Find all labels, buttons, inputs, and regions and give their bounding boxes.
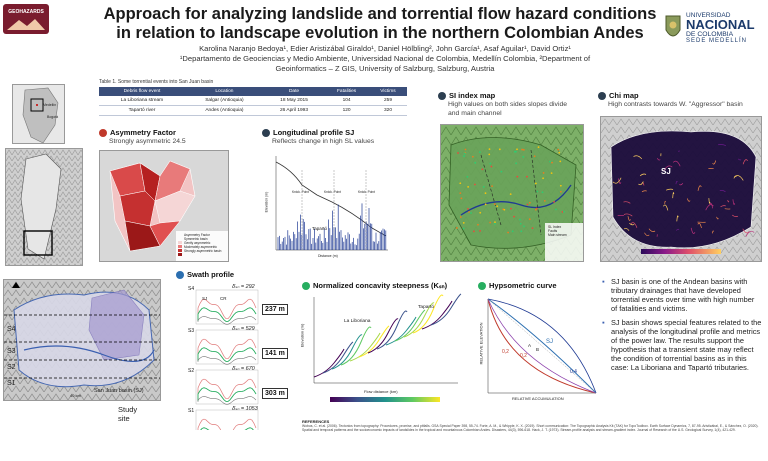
title-line-1: Approach for analyzing landslide and torrential flow hazard conditions (103, 5, 657, 23)
section-s1: S1 (7, 380, 16, 387)
col-date: Date (264, 87, 324, 96)
asymmetry-map (99, 150, 229, 262)
events-table-caption: Table 1. Some torrential events into San Juan basin (99, 79, 214, 85)
sl-point (544, 200, 546, 202)
sl-point (488, 153, 490, 155)
sl-point (456, 227, 458, 229)
col-fatalities: Fatalities (324, 87, 369, 96)
knick-point-3: Knick. Point (358, 190, 375, 194)
sl-point (515, 162, 517, 164)
concavity-chart (300, 293, 462, 415)
sl-map-graphic (441, 125, 584, 262)
table-cell: Andes (Antioquia) (185, 106, 264, 116)
swath-delta-2: δ̄ₛₙ = 529 (232, 326, 255, 332)
shield-icon (664, 14, 682, 44)
concavity-curve (350, 333, 380, 361)
sl-point (463, 222, 465, 224)
hyps-ylabel: RELATIVE ELEVATION (478, 322, 484, 365)
table-cell: 259 (369, 96, 407, 106)
sl-point (523, 226, 525, 228)
sl-point (491, 185, 493, 187)
unal-logo (664, 10, 764, 54)
sl-point (473, 230, 475, 232)
sl-point (535, 209, 537, 211)
section-s3: S3 (7, 348, 16, 355)
hyps-label-b: B (536, 347, 540, 352)
sl-point (516, 176, 518, 178)
asymmetry-header (99, 128, 176, 137)
legend-title: SL Index (548, 225, 562, 229)
table-cell: La Liboriana stream (99, 96, 185, 106)
sl-point (563, 211, 565, 213)
swath-s1: S1 (188, 408, 195, 414)
sl-point (510, 208, 512, 210)
unal-line-4: SEDE MEDELLÍN (686, 38, 748, 44)
hyps-chart (476, 293, 600, 405)
legend-item: Faults (548, 229, 558, 234)
sl-point (482, 168, 484, 170)
sl-point (549, 161, 551, 163)
sl-point (496, 205, 498, 207)
concavity-title: Normalized concavity steepness (Kₛₙ) (313, 281, 448, 290)
bullet-icon (262, 129, 270, 137)
regional-relief (6, 149, 83, 266)
sl-point (489, 222, 491, 224)
profile-chart-graphic (262, 150, 392, 262)
chi-title: Chi map (609, 91, 639, 100)
sl-point (535, 183, 537, 185)
chi-subtitle: High contrasts towards W. "Aggressor" basin (608, 101, 743, 108)
unal-line-1: UNIVERSIDAD (686, 12, 731, 19)
sl-point (503, 209, 505, 211)
sl-point (485, 203, 487, 205)
table-cell: 320 (369, 106, 407, 116)
swath-s2: S2 (188, 368, 195, 374)
legend-title: Asymmetry Factor (184, 233, 210, 237)
section-s2: S2 (7, 364, 16, 371)
concavity-curve (314, 349, 344, 377)
sl-point (555, 209, 557, 211)
unal-line-2: NACIONAL (686, 17, 755, 32)
sl-point (491, 166, 493, 168)
sl-point (519, 219, 521, 221)
table-row (99, 106, 407, 116)
mountain-icon (3, 17, 49, 31)
sl-index-map (440, 124, 584, 262)
sl-point (460, 216, 462, 218)
hyps-title: Hypsometric curve (489, 281, 557, 290)
sl-point (494, 223, 496, 225)
sl-point (542, 177, 544, 179)
profile-title: Longitudinal profile SJ (273, 128, 355, 137)
unal-line-3: DE COLOMBIA (686, 31, 734, 38)
sl-point (467, 186, 469, 188)
swath-delta-4: δ̄ₛₙ = 1053 (232, 406, 258, 412)
sl-point (510, 193, 512, 195)
sl-point (529, 218, 531, 220)
bullet-icon (438, 92, 446, 100)
sl-point (507, 232, 509, 234)
profile-chart (262, 150, 392, 262)
sl-point (465, 149, 467, 151)
legend-item: Strongly asymmetric basin (184, 249, 222, 253)
sl-point (512, 230, 514, 232)
concavity-graphic (300, 293, 462, 415)
geohazards-logo-text: GEOHAZARDS (8, 9, 44, 15)
swath-badge-3: 303 m (262, 388, 288, 399)
bullet-icon (478, 282, 486, 290)
sl-point (467, 208, 469, 210)
knick-point-1: Knick. Point (292, 190, 309, 194)
regional-map (5, 148, 83, 266)
sl-subtitle-1: High values on both sides slopes divide (448, 101, 568, 108)
conclusion-item: ▪ SJ basin shows special features related to the analysis of the longitudinal profile and metrics of the power law. The results support the hypothesis that a transient state may reflect the condition of torrential basins as in this case: La Liboriana and Tapartó tributaries. (602, 318, 762, 372)
authors: Karolina Naranjo Bedoya¹, Edier Aristizábal Giraldo¹, Daniel Hölbling², John García¹, Asaf Aguilar¹, David Ortiz¹ (199, 44, 571, 53)
san-juan-basin-map (3, 279, 161, 401)
sl-point (513, 216, 515, 218)
sl-point (479, 230, 481, 232)
medellin-label: Medellín (43, 103, 57, 107)
asymmetry-title: Asymmetry Factor (110, 128, 176, 137)
sl-point (542, 191, 544, 193)
sl-point (526, 176, 528, 178)
sl-point (472, 156, 474, 158)
sl-point (553, 201, 555, 203)
sl-point (494, 221, 496, 223)
sl-point (463, 228, 465, 230)
sl-point (515, 151, 517, 153)
table-cell: 104 (324, 96, 369, 106)
swath-sj: SJ (202, 296, 208, 301)
bullet-icon (598, 92, 606, 100)
sl-point (461, 197, 463, 199)
table-cell: Tapartó river (99, 106, 185, 116)
sl-point (499, 148, 501, 150)
swath-header (176, 270, 234, 279)
sl-point (562, 211, 564, 213)
sl-point (479, 212, 481, 214)
poster-title (95, 5, 665, 43)
swath-s3: S3 (188, 328, 195, 334)
table-row (99, 96, 407, 106)
sl-point (468, 211, 470, 213)
sl-point (489, 163, 491, 165)
sl-point (522, 156, 524, 158)
sl-point (523, 149, 525, 151)
table-cell: 26 April 1993 (264, 106, 324, 116)
sl-point (536, 191, 538, 193)
table-cell: 120 (324, 106, 369, 116)
sl-point (463, 155, 465, 157)
knick-point-2: Knick. Point (324, 190, 341, 194)
sl-point (559, 161, 561, 163)
sl-point (479, 151, 481, 153)
affiliation-1: ¹Departamento de Geociencias y Medio Ambiente, Universidad Nacional de Colombia, Medellín Colombia, ²Department of (179, 54, 591, 63)
sl-point (474, 162, 476, 164)
scale-label: 40 km (70, 393, 81, 398)
table-cell: Salgar (Antioquia) (185, 96, 264, 106)
asymmetry-legend (184, 233, 221, 253)
sl-point (551, 172, 553, 174)
sl-point (538, 146, 540, 148)
legend-item: Symmetric basin (184, 237, 208, 241)
swath-delta-1: δ̄ₛₙ = 292 (232, 284, 255, 290)
sl-point (520, 230, 522, 232)
swath-badge-2: 141 m (262, 348, 288, 359)
legend-item: Gently asymmetric (184, 241, 211, 245)
asymmetry-subtitle: Strongly asymmetric 24.5 (109, 138, 186, 145)
profile-xlabel: Distance (m) (318, 254, 338, 258)
sl-title: SI index map (449, 91, 496, 100)
geohazards-logo (3, 4, 49, 34)
swath-panel (186, 282, 288, 430)
references (302, 419, 762, 433)
sl-point (534, 155, 536, 157)
col-event: Debris flow event (99, 87, 185, 96)
hyps-label-04: 0,4 (570, 369, 577, 375)
sl-point (532, 227, 534, 229)
sl-point (459, 182, 461, 184)
profile-subtitle: Reflects change in high SL values (272, 138, 375, 145)
swath-delta-3: δ̄ₛₙ = 670 (232, 366, 255, 372)
hyps-label-02b: 0,2 (520, 353, 527, 359)
sl-point (560, 185, 562, 187)
sl-point (560, 191, 562, 193)
section-s4: S4 (7, 326, 16, 333)
col-victims: Victims (369, 87, 407, 96)
sl-point (485, 192, 487, 194)
basin-label: San Juan basin (SJ) (94, 388, 144, 394)
concavity-xlabel: Flow distance (km) (364, 389, 398, 394)
sl-point (543, 172, 545, 174)
sl-point (464, 153, 466, 155)
title-line-2: in relation to landscape evolution in the northern Colombian Andes (116, 24, 644, 42)
sl-header (438, 91, 495, 100)
basin-relief (4, 280, 161, 401)
taparto-label: Tapartó (312, 226, 328, 231)
concavity-ylabel: Elevation (m) (299, 323, 305, 348)
sl-point (470, 212, 472, 214)
chi-map (600, 116, 762, 262)
conclusions (602, 277, 762, 377)
sl-point (457, 152, 459, 154)
sl-point (483, 186, 485, 188)
hyps-header (478, 281, 557, 290)
sl-point (477, 224, 479, 226)
bogota-label: Bogotá (47, 115, 59, 119)
swath-cr: CR (220, 296, 227, 301)
sl-point (489, 148, 491, 150)
bullet-icon (99, 129, 107, 137)
sl-point (520, 223, 522, 225)
sl-legend (548, 225, 567, 238)
affiliation-2: Geoinformatics – Z GIS, University of Salzburg, Salzburg, Austria (275, 64, 495, 73)
hyps-label-a: A (528, 343, 532, 348)
swath-s4: S4 (188, 286, 195, 292)
hyps-label-02a: 0,2 (502, 349, 509, 355)
sl-point (500, 171, 502, 173)
chi-sj-label: SJ (661, 167, 671, 176)
swath-title: Swath profile (187, 270, 235, 279)
sl-point (527, 204, 529, 206)
references-heading: REFERENCES (302, 419, 330, 424)
chi-map-graphic (601, 117, 762, 262)
sl-point (516, 148, 518, 150)
col-location: Location (185, 87, 264, 96)
sl-point (558, 152, 560, 154)
sl-point (551, 162, 553, 164)
legend-item: Main stream (548, 233, 567, 238)
profile-ylabel: Elevation (m) (264, 191, 269, 213)
sl-subtitle-2: and main channel (448, 110, 502, 117)
profile-header (262, 128, 354, 137)
sl-point (474, 184, 476, 186)
swath-badge-1: 237 m (262, 304, 288, 315)
concavity-header (302, 281, 447, 290)
legend-item: Moderately asymmetric (184, 245, 217, 249)
bullet-icon (176, 271, 184, 279)
sl-point (494, 203, 496, 205)
sl-point (521, 149, 523, 151)
sl-point (529, 202, 531, 204)
sl-point (459, 192, 461, 194)
sl-point (466, 176, 468, 178)
taparto-curve-label: Tapartó (418, 305, 434, 310)
conclusion-item: ▪ SJ basin is one of the Andean basins with tributary drainages that have developed torrential events over time with high number of fatalities and victims. (602, 277, 762, 313)
authors-block (110, 44, 660, 74)
sl-point (557, 149, 559, 151)
references-text: Wobus, C. et al. (2006). Tectonics from topography: Procedures, promise, and pitfalls. GSA Special Paper 398, 55-74. Forte, A. M., & Whipple, K. X. (2019). Short communication: The Topographic Analysis Kit (TAK) for TopoToolbox. Earth Surface Dynamics, 7, 87-95. Aristizábal, E., & Sánchez, O. (2020). Spatial and temporal patterns and the socioeconomic impacts of landslides in the tropical and mountainous Colombian Andes. Disasters, 44(3), 596-618. Hack, J. T. (1973). Stream-profile analysis and stream-gradient index. Journal of Research of the U.S. Geological Survey, 1(4), 421-429. (302, 424, 759, 433)
hyps-label-sj: SJ (546, 339, 554, 345)
hyps-xlabel: RELATIVE ACCUMULATION (512, 396, 564, 401)
bullet-icon (302, 282, 310, 290)
study-site-label: Study site (118, 405, 138, 423)
concavity-curve (386, 317, 416, 345)
colombia-map (12, 84, 65, 144)
chi-header (598, 91, 639, 100)
liboriana-curve-label: La Liboriana (344, 319, 371, 324)
table-cell: 18 May 2015 (264, 96, 324, 106)
events-table (99, 87, 407, 116)
